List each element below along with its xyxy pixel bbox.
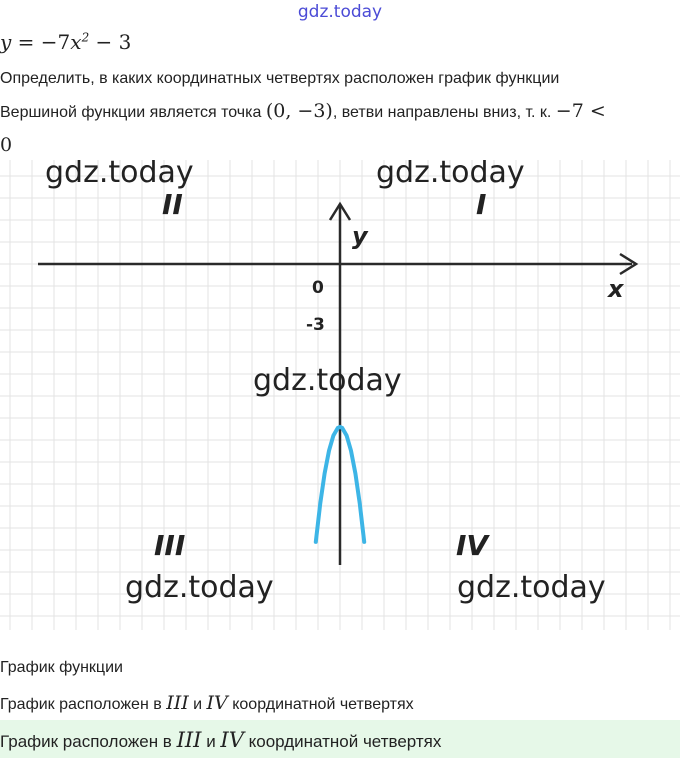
task-explanation-cont: 0	[0, 134, 13, 156]
origin-label: 0	[312, 278, 324, 298]
watermark: gdz.today	[457, 570, 606, 605]
quadrant-2-label: II	[162, 188, 183, 221]
x-axis-label: x	[608, 275, 624, 303]
graph-canvas	[0, 160, 680, 630]
vertex-tick-label: -3	[306, 315, 325, 335]
y-axis-label: y	[352, 222, 368, 250]
inequality: −7 <	[555, 100, 606, 122]
site-brand[interactable]: gdz.today	[297, 2, 383, 22]
function-graph	[0, 160, 680, 630]
quadrant-3-label: III	[154, 529, 186, 562]
function-formula: $y = -7x^2 - 3$	[0, 30, 132, 54]
quadrant-4-label: IV	[456, 529, 489, 562]
watermark: gdz.today	[125, 570, 274, 605]
watermark: gdz.today	[376, 160, 525, 190]
task-question: Определить, в каких координатных четвертях расположен график функции	[0, 70, 560, 87]
watermark: gdz.today	[253, 363, 402, 398]
quadrant-1-label: I	[476, 188, 487, 221]
answer-text: График расположен в III и IV координатной четвертях	[0, 728, 442, 752]
vertex-coordinates: (0, −3)	[265, 100, 333, 122]
graph-caption: График функции	[0, 659, 123, 676]
x-axis	[38, 254, 636, 274]
task-explanation: Вершиной функции является точка (0, −3), ветви направлены вниз, т. к. −7 <	[0, 100, 606, 122]
watermark: gdz.today	[45, 160, 194, 190]
answer-box	[0, 720, 680, 758]
result-text: График расположен в III и IV координатной четвертях	[0, 692, 414, 714]
